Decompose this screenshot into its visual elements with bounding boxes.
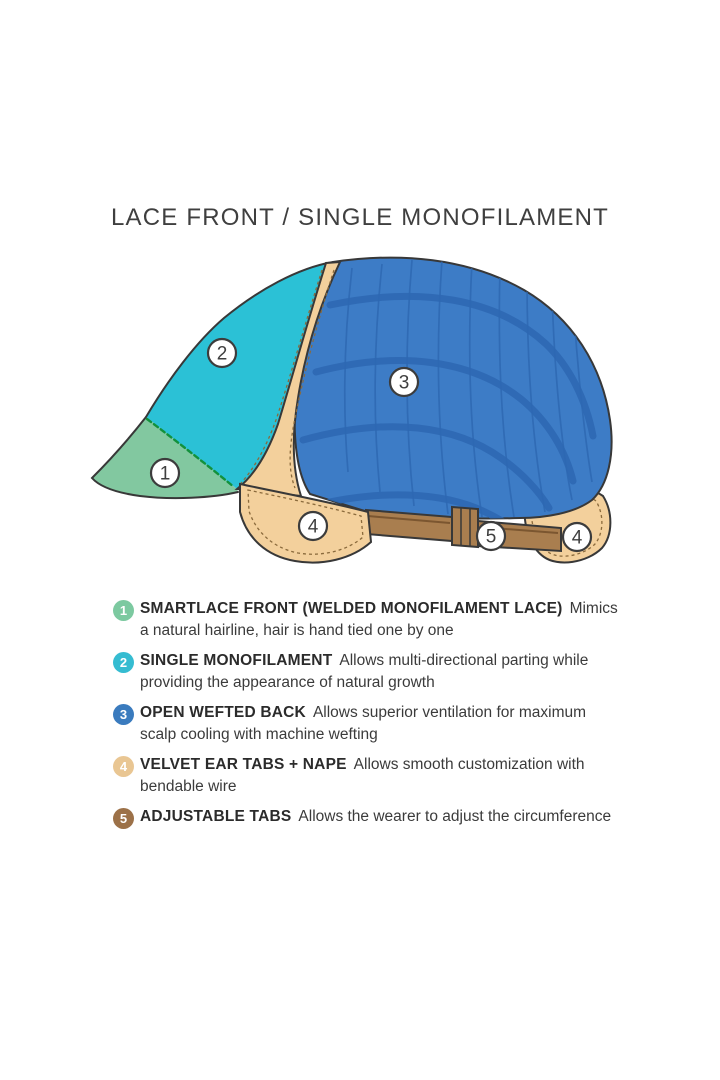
legend-text bbox=[140, 806, 625, 828]
wefted-back-section bbox=[295, 258, 612, 533]
legend-item-smartlace-front bbox=[113, 598, 625, 642]
callout-3 bbox=[390, 368, 418, 396]
legend-item-velvet-ear-tabs bbox=[113, 754, 625, 798]
legend-label: SINGLE MONOFILAMENT bbox=[140, 652, 333, 669]
callout-1 bbox=[151, 459, 179, 487]
legend-description: Allows superior ventilation for maximum scalp cooling with machine wefting bbox=[140, 704, 587, 743]
svg-text:5: 5 bbox=[485, 526, 497, 548]
legend-text bbox=[140, 754, 625, 798]
page-title: LACE FRONT / SINGLE MONOFILAMENT bbox=[110, 204, 610, 231]
legend-label: OPEN WEFTED BACK bbox=[140, 704, 306, 721]
legend-text bbox=[140, 702, 625, 746]
legend-label: ADJUSTABLE TABS bbox=[140, 808, 292, 825]
legend-description: Allows the wearer to adjust the circumference bbox=[298, 808, 612, 825]
legend-description: Allows smooth customization with bendable wire bbox=[140, 756, 585, 795]
legend-item-open-wefted-back bbox=[113, 702, 625, 746]
svg-text:2: 2 bbox=[216, 343, 228, 365]
callout-5 bbox=[477, 522, 505, 550]
callout-4-left bbox=[299, 512, 327, 540]
svg-text:1: 1 bbox=[159, 463, 171, 485]
legend-item-adjustable-tabs bbox=[113, 806, 625, 828]
legend-badge-3: 3 bbox=[113, 704, 134, 725]
legend bbox=[113, 598, 625, 836]
legend-badge-5: 5 bbox=[113, 808, 134, 829]
cap-diagram bbox=[0, 250, 720, 585]
legend-description: Mimics a natural hairline, hair is hand tied one by one bbox=[140, 600, 618, 639]
svg-text:4: 4 bbox=[307, 516, 319, 538]
legend-description: Allows multi-directional parting while providing the appearance of natural growth bbox=[140, 652, 589, 691]
legend-item-single-monofilament bbox=[113, 650, 625, 694]
svg-text:3: 3 bbox=[398, 372, 410, 394]
callout-2 bbox=[208, 339, 236, 367]
strap-buckle bbox=[452, 507, 478, 547]
legend-badge-2: 2 bbox=[113, 652, 134, 673]
legend-label: SMARTLACE FRONT (WELDED MONOFILAMENT LACE) bbox=[140, 600, 563, 617]
svg-text:4: 4 bbox=[571, 527, 583, 549]
callout-4-right bbox=[563, 523, 591, 551]
legend-label: VELVET EAR TABS + NAPE bbox=[140, 756, 347, 773]
legend-text bbox=[140, 650, 625, 694]
legend-badge-4: 4 bbox=[113, 756, 134, 777]
legend-badge-1: 1 bbox=[113, 600, 134, 621]
legend-text bbox=[140, 598, 625, 642]
